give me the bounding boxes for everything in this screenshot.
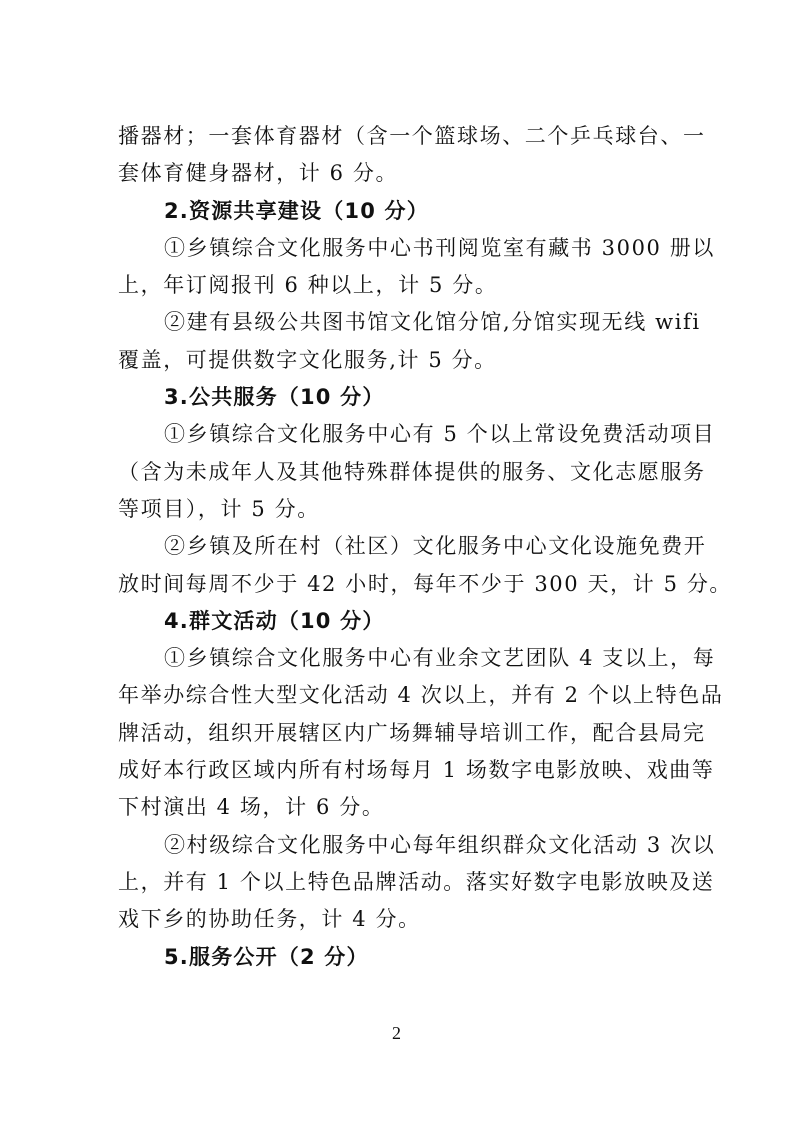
body-text-line: ①乡镇综合文化服务中心有业余文艺团队 4 支以上，每 <box>164 646 716 671</box>
body-text-line: 下村演出 4 场，计 6 分。 <box>118 795 385 820</box>
body-text-line: ①乡镇综合文化服务中心书刊阅览室有藏书 3000 册以 <box>164 235 715 260</box>
page-number: 2 <box>392 1023 401 1043</box>
body-text-line: 等项目），计 5 分。 <box>118 496 320 521</box>
body-text-line: 套体育健身器材，计 6 分。 <box>118 161 399 186</box>
body-text-line: ②乡镇及所在村（社区）文化服务中心文化设施免费开 <box>164 534 707 559</box>
body-text-line: 覆盖，可提供数字文化服务,计 5 分。 <box>118 347 497 372</box>
body-text-line: 放时间每周不少于 42 小时，每年不少于 300 天，计 5 分。 <box>118 571 733 596</box>
body-text-line: 年举办综合性大型文化活动 4 次以上，并有 2 个以上特色品 <box>118 683 724 708</box>
document-body <box>118 118 733 976</box>
body-text-line: ②村级综合文化服务中心每年组织群众文化活动 3 次以 <box>164 832 716 857</box>
body-text-line: 戏下乡的协助任务，计 4 分。 <box>118 907 421 932</box>
body-text-line: 播器材；一套体育器材（含一个篮球场、二个乒乓球台、一 <box>118 124 706 148</box>
body-text-line: 牌活动，组织开展辖区内广场舞辅导培训工作，配合县局完 <box>118 720 706 745</box>
section-heading: 3.公共服务（10 分） <box>164 385 385 410</box>
body-text-line: （含为未成年人及其他特殊群体提供的服务、文化志愿服务 <box>118 459 706 484</box>
body-text-line: ①乡镇综合文化服务中心有 5 个以上常设免费活动项目 <box>164 422 716 447</box>
section-heading: 4.群文活动（10 分） <box>164 608 385 633</box>
body-text-line: ②建有县级公共图书馆文化馆分馆,分馆实现无线 wifi <box>164 310 701 335</box>
body-text-line: 上，年订阅报刊 6 种以上，计 5 分。 <box>118 273 498 298</box>
section-heading: 5.服务公开（2 分） <box>164 944 369 969</box>
body-text-line: 上，并有 1 个以上特色品牌活动。落实好数字电影放映及送 <box>118 869 715 894</box>
body-text-line: 成好本行政区域内所有村场每月 1 场数字电影放映、戏曲等 <box>118 758 715 783</box>
section-heading: 2.资源共享建设（10 分） <box>164 198 429 223</box>
